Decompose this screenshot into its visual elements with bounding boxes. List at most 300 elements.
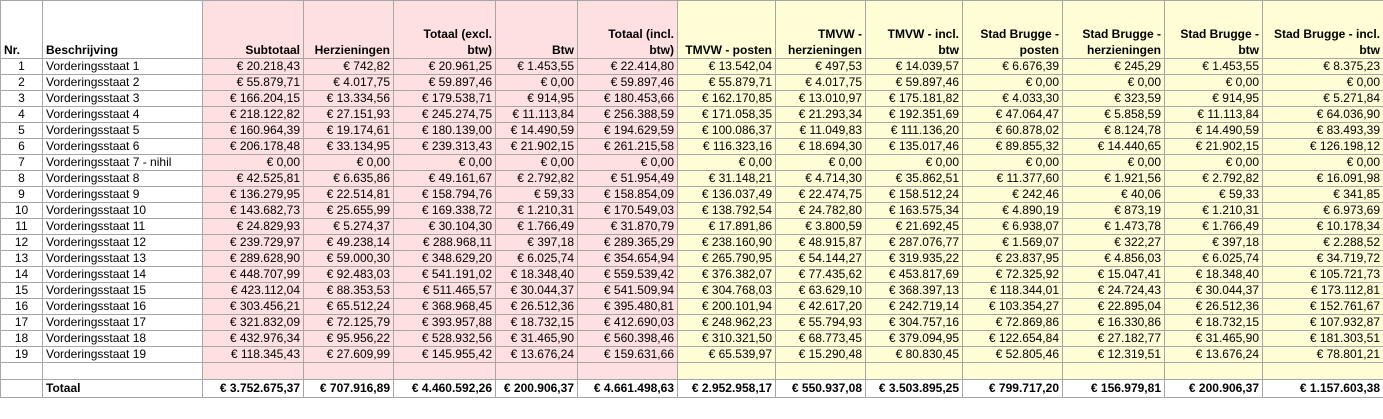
value-cell[interactable]: € 397,18 bbox=[496, 235, 578, 251]
value-cell[interactable]: € 138.792,54 bbox=[678, 203, 776, 219]
value-cell[interactable]: € 6.025,74 bbox=[1165, 251, 1263, 267]
value-cell[interactable]: € 14.440,65 bbox=[1063, 139, 1165, 155]
value-cell[interactable]: € 368.397,13 bbox=[866, 283, 963, 299]
value-cell[interactable]: € 242.719,14 bbox=[866, 299, 963, 315]
row-number-cell[interactable]: 6 bbox=[1, 139, 43, 155]
value-cell[interactable]: € 0,00 bbox=[1165, 75, 1263, 91]
description-cell[interactable]: Vorderingsstaat 13 bbox=[43, 251, 203, 267]
value-cell[interactable]: € 218.122,82 bbox=[203, 107, 304, 123]
value-cell[interactable]: € 265.790,95 bbox=[678, 251, 776, 267]
value-cell[interactable]: € 100.086,37 bbox=[678, 123, 776, 139]
value-cell[interactable]: € 206.178,48 bbox=[203, 139, 304, 155]
header-cell-tmvw-herzieningen[interactable]: TMVW - herzieningen bbox=[776, 1, 866, 59]
row-number-cell[interactable]: 13 bbox=[1, 251, 43, 267]
value-cell[interactable]: € 126.198,12 bbox=[1263, 139, 1383, 155]
value-cell[interactable]: € 59.897,46 bbox=[578, 75, 678, 91]
value-cell[interactable]: € 24.829,93 bbox=[203, 219, 304, 235]
row-number-cell[interactable]: 16 bbox=[1, 299, 43, 315]
value-cell[interactable]: € 54.144,27 bbox=[776, 251, 866, 267]
value-cell[interactable]: € 4.033,30 bbox=[963, 91, 1063, 107]
row-number-cell[interactable]: 10 bbox=[1, 203, 43, 219]
value-cell[interactable]: € 287.076,77 bbox=[866, 235, 963, 251]
description-cell[interactable]: Vorderingsstaat 10 bbox=[43, 203, 203, 219]
totals-cell[interactable]: € 2.952.958,17 bbox=[678, 380, 776, 398]
value-cell[interactable]: € 323,59 bbox=[1063, 91, 1165, 107]
value-cell[interactable]: € 0,00 bbox=[304, 155, 394, 171]
value-cell[interactable]: € 289.365,29 bbox=[578, 235, 678, 251]
value-cell[interactable]: € 6.938,07 bbox=[963, 219, 1063, 235]
row-number-cell[interactable]: 18 bbox=[1, 331, 43, 347]
row-number-cell[interactable]: 15 bbox=[1, 283, 43, 299]
value-cell[interactable]: € 65.512,24 bbox=[304, 299, 394, 315]
value-cell[interactable]: € 0,00 bbox=[496, 75, 578, 91]
value-cell[interactable]: € 19.174,61 bbox=[304, 123, 394, 139]
value-cell[interactable]: € 78.801,21 bbox=[1263, 347, 1383, 363]
description-cell[interactable]: Vorderingsstaat 18 bbox=[43, 331, 203, 347]
value-cell[interactable]: € 2.288,52 bbox=[1263, 235, 1383, 251]
row-number-cell[interactable]: 9 bbox=[1, 187, 43, 203]
value-cell[interactable]: € 18.694,30 bbox=[776, 139, 866, 155]
value-cell[interactable]: € 528.932,56 bbox=[394, 331, 496, 347]
description-cell[interactable]: Vorderingsstaat 7 - nihil bbox=[43, 155, 203, 171]
description-cell[interactable]: Vorderingsstaat 6 bbox=[43, 139, 203, 155]
value-cell[interactable]: € 42.525,81 bbox=[203, 171, 304, 187]
value-cell[interactable]: € 541.191,02 bbox=[394, 267, 496, 283]
value-cell[interactable]: € 742,82 bbox=[304, 59, 394, 75]
totals-cell[interactable]: € 550.937,08 bbox=[776, 380, 866, 398]
value-cell[interactable]: € 59,33 bbox=[496, 187, 578, 203]
value-cell[interactable]: € 18.732,15 bbox=[496, 315, 578, 331]
value-cell[interactable]: € 152.761,67 bbox=[1263, 299, 1383, 315]
totals-cell[interactable]: € 3.503.895,25 bbox=[866, 380, 963, 398]
description-cell[interactable]: Vorderingsstaat 17 bbox=[43, 315, 203, 331]
header-cell-nr[interactable]: Nr. bbox=[1, 1, 43, 59]
value-cell[interactable]: € 6.973,69 bbox=[1263, 203, 1383, 219]
value-cell[interactable]: € 17.891,86 bbox=[678, 219, 776, 235]
value-cell[interactable]: € 55.794,93 bbox=[776, 315, 866, 331]
table-cell[interactable] bbox=[43, 363, 203, 380]
value-cell[interactable]: € 64.036,90 bbox=[1263, 107, 1383, 123]
value-cell[interactable]: € 1.210,31 bbox=[496, 203, 578, 219]
value-cell[interactable]: € 4.856,03 bbox=[1063, 251, 1165, 267]
table-cell[interactable] bbox=[1165, 363, 1263, 380]
value-cell[interactable]: € 105.721,73 bbox=[1263, 267, 1383, 283]
header-cell-brugge-herzieningen[interactable]: Stad Brugge - herzieningen bbox=[1063, 1, 1165, 59]
value-cell[interactable]: € 0,00 bbox=[578, 155, 678, 171]
value-cell[interactable]: € 0,00 bbox=[776, 155, 866, 171]
value-cell[interactable]: € 304.757,16 bbox=[866, 315, 963, 331]
value-cell[interactable]: € 448.707,99 bbox=[203, 267, 304, 283]
value-cell[interactable]: € 175.181,82 bbox=[866, 91, 963, 107]
totals-cell[interactable]: € 1.157.603,38 bbox=[1263, 380, 1383, 398]
table-cell[interactable] bbox=[203, 363, 304, 380]
row-number-cell[interactable]: 8 bbox=[1, 171, 43, 187]
value-cell[interactable]: € 8.375,23 bbox=[1263, 59, 1383, 75]
value-cell[interactable]: € 1.766,49 bbox=[1165, 219, 1263, 235]
totals-cell[interactable]: € 707.916,89 bbox=[304, 380, 394, 398]
description-cell[interactable]: Vorderingsstaat 5 bbox=[43, 123, 203, 139]
value-cell[interactable]: € 319.935,22 bbox=[866, 251, 963, 267]
header-cell-btw[interactable]: Btw bbox=[496, 1, 578, 59]
value-cell[interactable]: € 453.817,69 bbox=[866, 267, 963, 283]
value-cell[interactable]: € 173.112,81 bbox=[1263, 283, 1383, 299]
row-number-cell[interactable]: 19 bbox=[1, 347, 43, 363]
value-cell[interactable]: € 5.271,84 bbox=[1263, 91, 1383, 107]
value-cell[interactable]: € 180.139,00 bbox=[394, 123, 496, 139]
totals-cell[interactable]: € 4.460.592,26 bbox=[394, 380, 496, 398]
description-cell[interactable]: Vorderingsstaat 4 bbox=[43, 107, 203, 123]
value-cell[interactable]: € 40,06 bbox=[1063, 187, 1165, 203]
value-cell[interactable]: € 1.210,31 bbox=[1165, 203, 1263, 219]
table-cell[interactable] bbox=[304, 363, 394, 380]
header-cell-tmvw-incl[interactable]: TMVW - incl. btw bbox=[866, 1, 963, 59]
description-cell[interactable]: Vorderingsstaat 1 bbox=[43, 59, 203, 75]
table-cell[interactable] bbox=[1063, 363, 1165, 380]
value-cell[interactable]: € 0,00 bbox=[394, 155, 496, 171]
value-cell[interactable]: € 118.345,43 bbox=[203, 347, 304, 363]
value-cell[interactable]: € 63.629,10 bbox=[776, 283, 866, 299]
value-cell[interactable]: € 11.377,60 bbox=[963, 171, 1063, 187]
value-cell[interactable]: € 0,00 bbox=[1165, 155, 1263, 171]
value-cell[interactable]: € 10.178,34 bbox=[1263, 219, 1383, 235]
value-cell[interactable]: € 256.388,59 bbox=[578, 107, 678, 123]
value-cell[interactable]: € 4.714,30 bbox=[776, 171, 866, 187]
value-cell[interactable]: € 0,00 bbox=[1063, 155, 1165, 171]
value-cell[interactable]: € 55.879,71 bbox=[203, 75, 304, 91]
value-cell[interactable]: € 0,00 bbox=[1263, 155, 1383, 171]
value-cell[interactable]: € 238.160,90 bbox=[678, 235, 776, 251]
value-cell[interactable]: € 11.049,83 bbox=[776, 123, 866, 139]
value-cell[interactable]: € 541.509,94 bbox=[578, 283, 678, 299]
value-cell[interactable]: € 194.629,59 bbox=[578, 123, 678, 139]
value-cell[interactable]: € 288.968,11 bbox=[394, 235, 496, 251]
row-number-cell[interactable]: 1 bbox=[1, 59, 43, 75]
description-cell[interactable]: Vorderingsstaat 12 bbox=[43, 235, 203, 251]
value-cell[interactable]: € 55.879,71 bbox=[678, 75, 776, 91]
value-cell[interactable]: € 511.465,57 bbox=[394, 283, 496, 299]
value-cell[interactable]: € 158.512,24 bbox=[866, 187, 963, 203]
header-cell-totaal-excl[interactable]: Totaal (excl. btw) bbox=[394, 1, 496, 59]
totals-label[interactable]: Totaal bbox=[43, 380, 203, 398]
totals-cell[interactable]: € 200.906,37 bbox=[1165, 380, 1263, 398]
value-cell[interactable]: € 6.635,86 bbox=[304, 171, 394, 187]
value-cell[interactable]: € 31.465,90 bbox=[496, 331, 578, 347]
row-number-cell[interactable]: 12 bbox=[1, 235, 43, 251]
value-cell[interactable]: € 169.338,72 bbox=[394, 203, 496, 219]
value-cell[interactable]: € 192.351,69 bbox=[866, 107, 963, 123]
value-cell[interactable]: € 200.101,94 bbox=[678, 299, 776, 315]
value-cell[interactable]: € 51.954,49 bbox=[578, 171, 678, 187]
value-cell[interactable]: € 135.017,46 bbox=[866, 139, 963, 155]
value-cell[interactable]: € 1.569,07 bbox=[963, 235, 1063, 251]
value-cell[interactable]: € 59.897,46 bbox=[394, 75, 496, 91]
value-cell[interactable]: € 30.044,37 bbox=[1165, 283, 1263, 299]
value-cell[interactable]: € 873,19 bbox=[1063, 203, 1165, 219]
value-cell[interactable]: € 77.435,62 bbox=[776, 267, 866, 283]
value-cell[interactable]: € 5.858,59 bbox=[1063, 107, 1165, 123]
value-cell[interactable]: € 21.902,15 bbox=[1165, 139, 1263, 155]
value-cell[interactable]: € 59,33 bbox=[1165, 187, 1263, 203]
value-cell[interactable]: € 80.830,45 bbox=[866, 347, 963, 363]
row-number-cell[interactable]: 7 bbox=[1, 155, 43, 171]
value-cell[interactable]: € 393.957,88 bbox=[394, 315, 496, 331]
table-cell[interactable] bbox=[678, 363, 776, 380]
header-cell-subtotaal[interactable]: Subtotaal bbox=[203, 1, 304, 59]
totals-nr-cell[interactable] bbox=[1, 380, 43, 398]
value-cell[interactable]: € 27.609,99 bbox=[304, 347, 394, 363]
value-cell[interactable]: € 180.453,66 bbox=[578, 91, 678, 107]
value-cell[interactable]: € 1.473,78 bbox=[1063, 219, 1165, 235]
value-cell[interactable]: € 8.124,78 bbox=[1063, 123, 1165, 139]
value-cell[interactable]: € 432.976,34 bbox=[203, 331, 304, 347]
value-cell[interactable]: € 261.215,58 bbox=[578, 139, 678, 155]
table-cell[interactable] bbox=[1, 363, 43, 380]
value-cell[interactable]: € 89.855,32 bbox=[963, 139, 1063, 155]
value-cell[interactable]: € 49.238,14 bbox=[304, 235, 394, 251]
value-cell[interactable]: € 26.512,36 bbox=[1165, 299, 1263, 315]
value-cell[interactable]: € 2.792,82 bbox=[496, 171, 578, 187]
header-cell-tmvw-posten[interactable]: TMVW - posten bbox=[678, 1, 776, 59]
value-cell[interactable]: € 18.348,40 bbox=[1165, 267, 1263, 283]
value-cell[interactable]: € 49.161,67 bbox=[394, 171, 496, 187]
value-cell[interactable]: € 0,00 bbox=[1263, 75, 1383, 91]
value-cell[interactable]: € 13.676,24 bbox=[1165, 347, 1263, 363]
value-cell[interactable]: € 1.766,49 bbox=[496, 219, 578, 235]
value-cell[interactable]: € 26.512,36 bbox=[496, 299, 578, 315]
row-number-cell[interactable]: 14 bbox=[1, 267, 43, 283]
totals-cell[interactable]: € 200.906,37 bbox=[496, 380, 578, 398]
value-cell[interactable]: € 52.805,46 bbox=[963, 347, 1063, 363]
value-cell[interactable]: € 12.319,51 bbox=[1063, 347, 1165, 363]
table-cell[interactable] bbox=[866, 363, 963, 380]
value-cell[interactable]: € 72.869,86 bbox=[963, 315, 1063, 331]
value-cell[interactable]: € 3.800,59 bbox=[776, 219, 866, 235]
value-cell[interactable]: € 111.136,20 bbox=[866, 123, 963, 139]
value-cell[interactable]: € 560.398,46 bbox=[578, 331, 678, 347]
value-cell[interactable]: € 159.631,66 bbox=[578, 347, 678, 363]
value-cell[interactable]: € 4.890,19 bbox=[963, 203, 1063, 219]
value-cell[interactable]: € 368.968,45 bbox=[394, 299, 496, 315]
value-cell[interactable]: € 122.654,84 bbox=[963, 331, 1063, 347]
value-cell[interactable]: € 321.832,09 bbox=[203, 315, 304, 331]
row-number-cell[interactable]: 17 bbox=[1, 315, 43, 331]
value-cell[interactable]: € 23.837,95 bbox=[963, 251, 1063, 267]
value-cell[interactable]: € 13.010,97 bbox=[776, 91, 866, 107]
value-cell[interactable]: € 59.897,46 bbox=[866, 75, 963, 91]
value-cell[interactable]: € 116.323,16 bbox=[678, 139, 776, 155]
value-cell[interactable]: € 15.047,41 bbox=[1063, 267, 1165, 283]
value-cell[interactable]: € 20.961,25 bbox=[394, 59, 496, 75]
value-cell[interactable]: € 914,95 bbox=[1165, 91, 1263, 107]
value-cell[interactable]: € 31.148,21 bbox=[678, 171, 776, 187]
row-number-cell[interactable]: 3 bbox=[1, 91, 43, 107]
value-cell[interactable]: € 162.170,85 bbox=[678, 91, 776, 107]
value-cell[interactable]: € 42.617,20 bbox=[776, 299, 866, 315]
totals-cell[interactable]: € 156.979,81 bbox=[1063, 380, 1165, 398]
value-cell[interactable]: € 14.490,59 bbox=[1165, 123, 1263, 139]
table-cell[interactable] bbox=[394, 363, 496, 380]
description-cell[interactable]: Vorderingsstaat 14 bbox=[43, 267, 203, 283]
value-cell[interactable]: € 170.549,03 bbox=[578, 203, 678, 219]
value-cell[interactable]: € 136.037,49 bbox=[678, 187, 776, 203]
header-cell-herzieningen[interactable]: Herzieningen bbox=[304, 1, 394, 59]
value-cell[interactable]: € 143.682,73 bbox=[203, 203, 304, 219]
value-cell[interactable]: € 245.274,75 bbox=[394, 107, 496, 123]
description-cell[interactable]: Vorderingsstaat 11 bbox=[43, 219, 203, 235]
value-cell[interactable]: € 310.321,50 bbox=[678, 331, 776, 347]
value-cell[interactable]: € 35.862,51 bbox=[866, 171, 963, 187]
table-cell[interactable] bbox=[776, 363, 866, 380]
row-number-cell[interactable]: 5 bbox=[1, 123, 43, 139]
value-cell[interactable]: € 0,00 bbox=[963, 155, 1063, 171]
value-cell[interactable]: € 423.112,04 bbox=[203, 283, 304, 299]
row-number-cell[interactable]: 4 bbox=[1, 107, 43, 123]
value-cell[interactable]: € 47.064,47 bbox=[963, 107, 1063, 123]
table-cell[interactable] bbox=[496, 363, 578, 380]
value-cell[interactable]: € 20.218,43 bbox=[203, 59, 304, 75]
value-cell[interactable]: € 72.325,92 bbox=[963, 267, 1063, 283]
value-cell[interactable]: € 1.453,55 bbox=[1165, 59, 1263, 75]
totals-cell[interactable]: € 4.661.498,63 bbox=[578, 380, 678, 398]
table-cell[interactable] bbox=[963, 363, 1063, 380]
value-cell[interactable]: € 4.017,75 bbox=[776, 75, 866, 91]
description-cell[interactable]: Vorderingsstaat 16 bbox=[43, 299, 203, 315]
value-cell[interactable]: € 21.692,45 bbox=[866, 219, 963, 235]
value-cell[interactable]: € 245,29 bbox=[1063, 59, 1165, 75]
description-cell[interactable]: Vorderingsstaat 2 bbox=[43, 75, 203, 91]
value-cell[interactable]: € 145.955,42 bbox=[394, 347, 496, 363]
value-cell[interactable]: € 27.151,93 bbox=[304, 107, 394, 123]
header-cell-brugge-btw[interactable]: Stad Brugge - btw bbox=[1165, 1, 1263, 59]
value-cell[interactable]: € 0,00 bbox=[1063, 75, 1165, 91]
value-cell[interactable]: € 13.334,56 bbox=[304, 91, 394, 107]
row-number-cell[interactable]: 11 bbox=[1, 219, 43, 235]
totals-cell[interactable]: € 3.752.675,37 bbox=[203, 380, 304, 398]
value-cell[interactable]: € 68.773,45 bbox=[776, 331, 866, 347]
value-cell[interactable]: € 5.274,37 bbox=[304, 219, 394, 235]
value-cell[interactable]: € 95.956,22 bbox=[304, 331, 394, 347]
value-cell[interactable]: € 11.113,84 bbox=[1165, 107, 1263, 123]
value-cell[interactable]: € 248.962,23 bbox=[678, 315, 776, 331]
description-cell[interactable]: Vorderingsstaat 9 bbox=[43, 187, 203, 203]
value-cell[interactable]: € 16.091,98 bbox=[1263, 171, 1383, 187]
value-cell[interactable]: € 13.676,24 bbox=[496, 347, 578, 363]
value-cell[interactable]: € 0,00 bbox=[866, 155, 963, 171]
totals-cell[interactable]: € 799.717,20 bbox=[963, 380, 1063, 398]
value-cell[interactable]: € 103.354,27 bbox=[963, 299, 1063, 315]
header-cell-brugge-posten[interactable]: Stad Brugge - posten bbox=[963, 1, 1063, 59]
value-cell[interactable]: € 341,85 bbox=[1263, 187, 1383, 203]
table-cell[interactable] bbox=[1263, 363, 1383, 380]
value-cell[interactable]: € 21.902,15 bbox=[496, 139, 578, 155]
value-cell[interactable]: € 179.538,71 bbox=[394, 91, 496, 107]
value-cell[interactable]: € 322,27 bbox=[1063, 235, 1165, 251]
value-cell[interactable]: € 136.279,95 bbox=[203, 187, 304, 203]
value-cell[interactable]: € 303.456,21 bbox=[203, 299, 304, 315]
value-cell[interactable]: € 59.000,30 bbox=[304, 251, 394, 267]
value-cell[interactable]: € 30.104,30 bbox=[394, 219, 496, 235]
value-cell[interactable]: € 18.732,15 bbox=[1165, 315, 1263, 331]
value-cell[interactable]: € 0,00 bbox=[963, 75, 1063, 91]
value-cell[interactable]: € 83.493,39 bbox=[1263, 123, 1383, 139]
value-cell[interactable]: € 18.348,40 bbox=[496, 267, 578, 283]
value-cell[interactable]: € 14.039,57 bbox=[866, 59, 963, 75]
value-cell[interactable]: € 379.094,95 bbox=[866, 331, 963, 347]
value-cell[interactable]: € 0,00 bbox=[496, 155, 578, 171]
value-cell[interactable]: € 25.655,99 bbox=[304, 203, 394, 219]
value-cell[interactable]: € 31.870,79 bbox=[578, 219, 678, 235]
value-cell[interactable]: € 27.182,77 bbox=[1063, 331, 1165, 347]
value-cell[interactable]: € 181.303,51 bbox=[1263, 331, 1383, 347]
value-cell[interactable]: € 60.878,02 bbox=[963, 123, 1063, 139]
value-cell[interactable]: € 31.465,90 bbox=[1165, 331, 1263, 347]
row-number-cell[interactable]: 2 bbox=[1, 75, 43, 91]
value-cell[interactable]: € 24.724,43 bbox=[1063, 283, 1165, 299]
value-cell[interactable]: € 0,00 bbox=[203, 155, 304, 171]
value-cell[interactable]: € 395.480,81 bbox=[578, 299, 678, 315]
value-cell[interactable]: € 0,00 bbox=[678, 155, 776, 171]
value-cell[interactable]: € 21.293,34 bbox=[776, 107, 866, 123]
value-cell[interactable]: € 914,95 bbox=[496, 91, 578, 107]
description-cell[interactable]: Vorderingsstaat 3 bbox=[43, 91, 203, 107]
value-cell[interactable]: € 497,53 bbox=[776, 59, 866, 75]
value-cell[interactable]: € 559.539,42 bbox=[578, 267, 678, 283]
table-cell[interactable] bbox=[578, 363, 678, 380]
value-cell[interactable]: € 158.794,76 bbox=[394, 187, 496, 203]
value-cell[interactable]: € 92.483,03 bbox=[304, 267, 394, 283]
value-cell[interactable]: € 166.204,15 bbox=[203, 91, 304, 107]
value-cell[interactable]: € 348.629,20 bbox=[394, 251, 496, 267]
value-cell[interactable]: € 1.921,56 bbox=[1063, 171, 1165, 187]
value-cell[interactable]: € 22.474,75 bbox=[776, 187, 866, 203]
value-cell[interactable]: € 24.782,80 bbox=[776, 203, 866, 219]
value-cell[interactable]: € 376.382,07 bbox=[678, 267, 776, 283]
value-cell[interactable]: € 412.690,03 bbox=[578, 315, 678, 331]
value-cell[interactable]: € 289.628,90 bbox=[203, 251, 304, 267]
header-cell-beschrijving[interactable]: Beschrijving bbox=[43, 1, 203, 59]
value-cell[interactable]: € 22.414,80 bbox=[578, 59, 678, 75]
value-cell[interactable]: € 242,46 bbox=[963, 187, 1063, 203]
value-cell[interactable]: € 33.134,95 bbox=[304, 139, 394, 155]
value-cell[interactable]: € 107.932,87 bbox=[1263, 315, 1383, 331]
value-cell[interactable]: € 11.113,84 bbox=[496, 107, 578, 123]
value-cell[interactable]: € 22.514,81 bbox=[304, 187, 394, 203]
value-cell[interactable]: € 118.344,01 bbox=[963, 283, 1063, 299]
value-cell[interactable]: € 88.353,53 bbox=[304, 283, 394, 299]
value-cell[interactable]: € 15.290,48 bbox=[776, 347, 866, 363]
description-cell[interactable]: Vorderingsstaat 8 bbox=[43, 171, 203, 187]
value-cell[interactable]: € 171.058,35 bbox=[678, 107, 776, 123]
value-cell[interactable]: € 2.792,82 bbox=[1165, 171, 1263, 187]
value-cell[interactable]: € 397,18 bbox=[1165, 235, 1263, 251]
value-cell[interactable]: € 304.768,03 bbox=[678, 283, 776, 299]
value-cell[interactable]: € 239.729,97 bbox=[203, 235, 304, 251]
value-cell[interactable]: € 354.654,94 bbox=[578, 251, 678, 267]
value-cell[interactable]: € 30.044,37 bbox=[496, 283, 578, 299]
value-cell[interactable]: € 1.453,55 bbox=[496, 59, 578, 75]
value-cell[interactable]: € 14.490,59 bbox=[496, 123, 578, 139]
value-cell[interactable]: € 6.676,39 bbox=[963, 59, 1063, 75]
value-cell[interactable]: € 13.542,04 bbox=[678, 59, 776, 75]
header-cell-brugge-incl[interactable]: Stad Brugge - incl. btw bbox=[1263, 1, 1383, 59]
value-cell[interactable]: € 16.330,86 bbox=[1063, 315, 1165, 331]
value-cell[interactable]: € 160.964,39 bbox=[203, 123, 304, 139]
value-cell[interactable]: € 4.017,75 bbox=[304, 75, 394, 91]
value-cell[interactable]: € 163.575,34 bbox=[866, 203, 963, 219]
value-cell[interactable]: € 48.915,87 bbox=[776, 235, 866, 251]
value-cell[interactable]: € 65.539,97 bbox=[678, 347, 776, 363]
value-cell[interactable]: € 158.854,09 bbox=[578, 187, 678, 203]
